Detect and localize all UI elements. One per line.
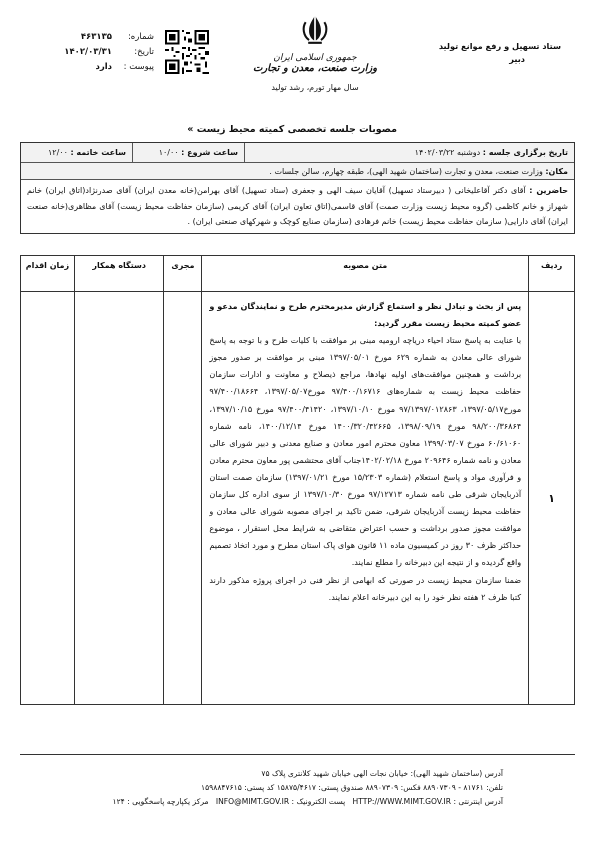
row-number: ۱ — [528, 292, 574, 704]
website-link[interactable]: HTTP://WWW.MIMT.GOV.IR — [352, 797, 452, 806]
resolution-tail: ضمنا سازمان محیط زیست در صورتی که ابهامی از نظر فنی در اجرای پروژه مذکور دارند کتبا ظرف ۲ هفته نظر خود را به این دبیرخانه اعلام نمایند. — [209, 574, 522, 602]
resolution-heading: پس از بحث و تبادل نظر و استماع گزارش مدیرمحترم طرح و نمایندگان مدعو و عضو کمیته محیط زیست مقرر گردید: — [209, 301, 522, 329]
start-label: ساعت شروع : — [181, 148, 238, 157]
resolution-body: با عنایت به پاسخ ستاد احیاء دریاچه ارومیه مبنی بر موافقت با کلیات طرح و با توجه به پاسخ شورای عالی معادن به شماره ۶۲۹ مورخ ۱۳۹۷/۰۵/۰۱ مبنی بر موافقت بر صدور مجوز برداشت و همچنین موافقت‌های اولیه نهادها، مراجع ذیصلاح و معاونت و ادارات سازمان حفاظت محیط زیست به شماره‌های ۹۷/۴۰۰/۱۶۷۱۶ مورخ۱۳۹۷/۰۵/۰۷، ۹۷/۴۰۰/۱۸۶۶۴ مورخ۱۳۹۷/۰۵/۱۷، ۹۷/۱۳۹۷/۰۱۲۸۶۳ مورخ ۱۳۹۷/۱۰/۱۰، ۹۷/۴۰۰/۴۱۴۲۰ مورخ ۱۳۹۷/۱۰/۱۵، ۹۸/۲۰۰/۳۶۸۶۴ مورخ ۱۳۹۸/۰۹/۱۹، ۱۴۰۰/۳۲۰/۴۲۶۶۵ مورخ ۱۴۰۰/۱۲/۱۴، نامه شماره ۶۰/۶۱۰۶۰ مورخ ۱۳۹۹/۰۳/۰۷ معاون محترم امور معادن و صنایع معدنی و دبیر شورای عالی معادن و نامه شماره ۲۰۹۶۴۶ مورخ ۱۴۰۲/۰۲/۱۸جناب آقای محتشمی پور معاون محترم معادن و فرآوری مواد و پاسخ استعلام (شماره ۱۵/۲۳۰۳ مورخ ۱۳۹۷/۰۱/۲۱) سازمان صمت استان آذربایجان شرقی طی نامه شماره ۹۷/۱۲۷۱۳ مورخ ۱۳۹۷/۱۰/۳۰ از سوی اداره کل سازمان حفاظت محیط زیست آذربایجان شرقی، ضمن تاکید بر اجرای مصوبه شورای عالی معادن و موافقت مجوز صدور برداشت و حسب اعتراض متقاضی به شرایط محل استقرار ، موضوع حداکثر ظرف ۳۰ روز در کمیسیون ماده ۱۱ قانون هوای پاک استان مطرح و مورد اتخاذ تصمیم واقع گردیده و از نتیجه این دبیرخانه را مطلع نمایند. — [209, 335, 522, 568]
email-link[interactable]: INFO@MIMT.GOV.IR — [215, 797, 290, 806]
attendees-row — [21, 180, 574, 233]
place-label: مکان: — [545, 166, 568, 176]
table-row — [21, 292, 574, 704]
iran-emblem-icon — [298, 12, 332, 46]
start-time: ۱۰/۰۰ — [158, 148, 179, 157]
attachment-label: پیوست : — [123, 62, 154, 72]
attendees-label: حاضرین : — [529, 186, 568, 195]
row-dastgah — [74, 292, 164, 704]
org-role: دبیر — [509, 54, 525, 64]
end-label: ساعت خاتمه : — [70, 148, 126, 157]
number-label: شماره: — [127, 32, 154, 42]
republic-name: جمهوری اسلامی ایران — [273, 53, 357, 63]
ministry-name: وزارت صنعت، معدن و تجارت — [252, 63, 378, 74]
callcenter: مرکز یکپارچه پاسخگویی : ۱۲۴ — [112, 797, 209, 806]
letter-date: ۱۴۰۲/۰۳/۳۱ — [64, 47, 112, 57]
header-text: متن مصوبه — [201, 256, 528, 291]
letter-meta — [34, 30, 154, 75]
row-mojri — [163, 292, 201, 704]
meeting-place: وزارت صنعت، معدن و تجارت (ساختمان شهید الهی)، طبقه چهارم، سالن جلسات . — [269, 166, 543, 176]
attendees-list: آقای دکتر آقاعلیخانی ( دبیرستاد تسهیل) آقایان سیف الهی و جعفری (ستاد تسهیل) آقای بهرامن(خانه معدن ایران) آقای صدرنژاد(اتاق ایران) خانم شهراز و خانم کاظمی (گروه محیط زیست وزارت صمت) آقای قاسمی(اتاق تعاون ایران) آقای کریمی (سازمان حفاظت محیط زیست) آقای مظاهری(خانه صنعت ایران) آقای دارایی( سازمان حفاظت محیط زیست) خانم فرهادی (سازمان صنایع کوچک و شهرکهای صنعتی ایران) . — [27, 186, 568, 226]
web-label: آدرس اینترنتی : — [453, 797, 503, 806]
meeting-place-row — [21, 163, 574, 180]
header-zaman: زمان اقدام — [25, 261, 70, 270]
email-label: پست الکترونیک : — [291, 797, 346, 806]
meeting-time-row — [21, 143, 574, 163]
header-mojri: مجری — [163, 256, 201, 291]
letterhead — [0, 0, 595, 118]
footer — [20, 754, 575, 809]
footer-contacts — [20, 795, 503, 809]
meeting-info — [20, 142, 575, 234]
qr-code-icon — [165, 30, 209, 74]
header-dastgah: دستگاه همکار — [74, 256, 164, 291]
table-header — [21, 256, 574, 292]
org-block — [431, 40, 561, 66]
resolution-text — [201, 292, 528, 704]
letter-number: ۴۶۳۱۳۵ — [80, 32, 112, 42]
date-label: تاریخ: — [134, 47, 154, 57]
resolutions-table — [20, 255, 575, 705]
row-zaman — [21, 292, 74, 704]
year-motto: سال مهار تورم، رشد تولید — [271, 83, 359, 92]
meeting-date: دوشنبه ۱۴۰۲/۰۳/۲۲ — [414, 148, 481, 157]
org-name: ستاد تسهیل و رفع موانع تولید — [438, 41, 561, 51]
footer-address: آدرس (ساختمان شهید الهی): خیابان نجات الهی خیابان شهید کلانتری پلاک ۷۵ — [261, 769, 503, 778]
attachment-value: دارد — [95, 62, 112, 72]
header-radif: ردیف — [528, 256, 574, 291]
footer-phones: تلفن: ۸۱۷۶۱ - ۸۸۹۰۷۳۰۹ فکس: ۸۸۹۰۷۳۰۹ صندوق پستی: ۱۵۸۷۵/۴۶۱۷ کد پستی: ۱۵۹۸۸۴۷۶۱۵ — [201, 783, 503, 792]
end-time: ۱۲/۰۰ — [48, 148, 68, 157]
ministry-block — [250, 12, 380, 92]
page-title: مصوبات جلسه تخصصی کمیته محیط زیست » — [187, 124, 397, 135]
date-field-label: تاریخ برگزاری جلسه : — [482, 148, 568, 157]
